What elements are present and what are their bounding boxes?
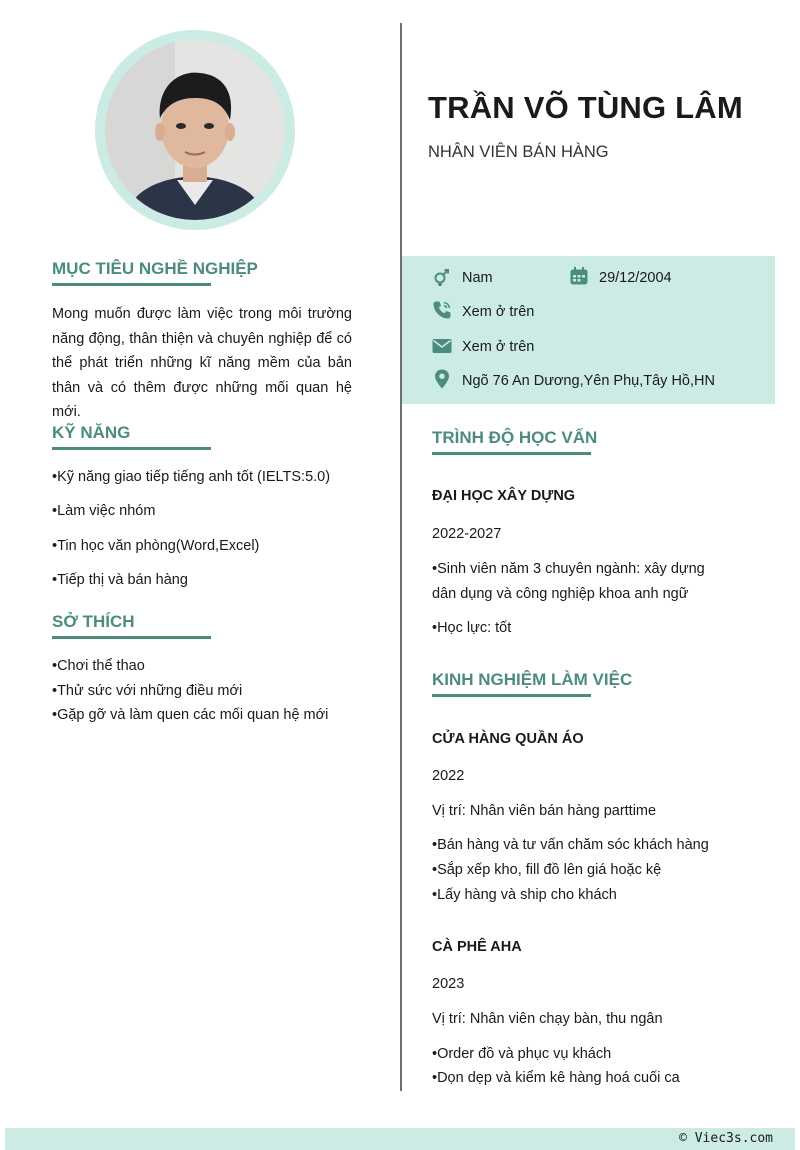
calendar-icon bbox=[569, 266, 589, 286]
skill-item: •Tiếp thị và bán hàng bbox=[52, 572, 188, 588]
job-company: CÀ PHÊ AHA bbox=[432, 939, 522, 955]
education-rule bbox=[432, 452, 591, 455]
skill-item: •Làm việc nhóm bbox=[52, 503, 156, 519]
hobby-item: •Chơi thể thao bbox=[52, 658, 145, 674]
job-year: 2023 bbox=[432, 976, 465, 992]
job-position: Vị trí: Nhân viên bán hàng parttime bbox=[432, 803, 657, 819]
hobbies-rule bbox=[52, 636, 211, 639]
footer-band bbox=[5, 1128, 795, 1150]
objective-text: Mong muốn được làm việc trong môi trường năng động, thân thiện và chuyên nghiệp để có thể phát triển những kĩ năng mềm của bản thân và có thêm được những mối quan hệ mới. bbox=[52, 306, 352, 420]
avatar-photo bbox=[105, 40, 285, 220]
avatar bbox=[105, 40, 285, 220]
job-company: CỬA HÀNG QUẦN ÁO bbox=[432, 731, 584, 747]
education-description: •Sinh viên năm 3 chuyên ngành: xây dựng dân dụng và công nghiệp khoa anh ngữ bbox=[432, 561, 705, 602]
experience-title: KINH NGHIỆM LÀM VIỆC bbox=[432, 670, 633, 689]
job-task: •Sắp xếp kho, fill đồ lên giá hoặc kệ bbox=[432, 862, 662, 878]
gender-value: Nam bbox=[462, 270, 493, 286]
phone-icon bbox=[432, 300, 452, 320]
education-grade: •Học lực: tốt bbox=[432, 620, 512, 636]
education-years: 2022-2027 bbox=[432, 526, 502, 542]
email-icon bbox=[432, 336, 452, 356]
job-task: •Dọn dẹp và kiểm kê hàng hoá cuối ca bbox=[432, 1070, 680, 1086]
hobby-item: •Thử sức với những điều mới bbox=[52, 683, 243, 699]
job-task: •Bán hàng và tư vấn chăm sóc khách hàng bbox=[432, 837, 709, 853]
objective-rule bbox=[52, 283, 211, 286]
address-value: Ngõ 76 An Dương,Yên Phụ,Tây Hồ,HN bbox=[462, 373, 715, 389]
job-position: Vị trí: Nhân viên chạy bàn, thu ngân bbox=[432, 1011, 663, 1027]
experience-rule bbox=[432, 694, 591, 697]
avatar-frame bbox=[95, 30, 295, 230]
hobby-item: •Gặp gỡ và làm quen các mối quan hệ mới bbox=[52, 707, 329, 723]
education-school: ĐẠI HỌC XÂY DỰNG bbox=[432, 488, 576, 504]
job-year: 2022 bbox=[432, 768, 465, 784]
job-title: NHÂN VIÊN BÁN HÀNG bbox=[428, 143, 609, 161]
hobbies-title: SỞ THÍCH bbox=[52, 612, 135, 631]
footer-copyright: © Viec3s.com bbox=[679, 1131, 773, 1146]
location-pin-icon bbox=[432, 369, 452, 389]
gender-icon bbox=[432, 267, 452, 287]
skills-title: KỸ NĂNG bbox=[52, 423, 131, 442]
job-task: •Lấy hàng và ship cho khách bbox=[432, 887, 617, 903]
job-task: •Order đồ và phục vụ khách bbox=[432, 1046, 612, 1062]
contact-panel bbox=[402, 256, 775, 404]
skills-rule bbox=[52, 447, 211, 450]
phone-value: Xem ở trên bbox=[462, 304, 535, 320]
column-divider bbox=[400, 23, 402, 1091]
full-name: TRẦN VÕ TÙNG LÂM bbox=[428, 90, 743, 125]
birthday-value: 29/12/2004 bbox=[599, 270, 672, 286]
objective-title: MỤC TIÊU NGHỀ NGHIỆP bbox=[52, 259, 258, 278]
skill-item: •Kỹ năng giao tiếp tiếng anh tốt (IELTS:5.0) bbox=[52, 469, 331, 485]
education-title: TRÌNH ĐỘ HỌC VẤN bbox=[432, 428, 598, 447]
email-value: Xem ở trên bbox=[462, 339, 535, 355]
skill-item: •Tin học văn phòng(Word,Excel) bbox=[52, 538, 260, 554]
